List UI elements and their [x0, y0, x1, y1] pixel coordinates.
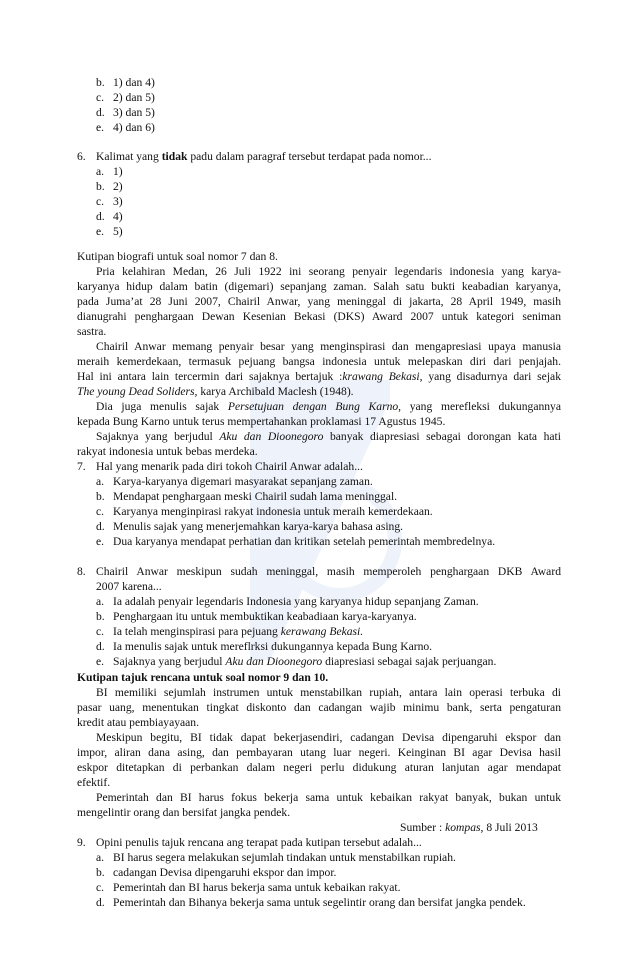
bio-p2-line-1: Chairil Anwar memang penyair besar yang menginspirasi dan mengapresiasi upaya manusia	[96, 340, 561, 353]
q8-option-a-mark: a.	[96, 595, 105, 608]
q7-option-d-mark: d.	[96, 520, 105, 533]
q6-option-d-mark: d.	[96, 210, 105, 223]
q7-option-c-mark: c.	[96, 505, 105, 518]
q7-option-c-text: Karyanya menginpirasi rakyat indonesia untuk meraih kemerdekaan.	[113, 505, 433, 518]
q6-question: Kalimat yang tidak padu dalam paragraf tersebut terdapat pada nomor...	[96, 150, 432, 163]
tajuk-p1-line-3: kredit atau pembiayayaan.	[77, 716, 200, 729]
bio-p4-line-1: Sajaknya yang berjudul Aku dan Dioonegoro banyak diapresiasi sebagai dorongan kata hati	[96, 430, 561, 443]
q8-option-b-mark: b.	[96, 610, 105, 623]
bio-p2-line-2: meraih kemerdekaan, termasuk pejuang bangsa indonesia untuk melepaskan diri dari penjajah.	[77, 355, 561, 368]
q6-question-emphasis: tidak	[161, 150, 188, 163]
q8-option-a-text: Ia adalah penyair legendaris Indonesia yang karyanya hidup sepanjang Zaman.	[113, 595, 479, 608]
bio-p1-line-2: karyanya hidup dalam batin (digemari) sepanjang zaman. Salah satu bukti keabadian karyanya,	[77, 280, 561, 293]
q7-option-a-text: Karya-karyanya digemari masyarakat sepanjang zaman.	[113, 475, 373, 488]
q9-option-d-text: Pemerintah dan Bihanya bekerja sama untuk segelintir orang dan bersifat jangka pendek.	[113, 896, 526, 909]
q8-question-line-1: Chairil Anwar meskipun sudah meninggal, masih memperoleh penghargaan DKB Award	[96, 565, 561, 578]
tajuk-p3-line-2: mengelintir orang dan bersifat jangka pendek.	[77, 806, 291, 819]
q9-option-d-mark: d.	[96, 896, 105, 909]
q5-option-c-mark: c.	[96, 91, 105, 104]
tajuk-source: Sumber : kompas, 8 Juli 2013	[400, 821, 538, 834]
q8-option-d-text: Ia menulis sajak untuk mereflrksi dukungannya kepada Bung Karno.	[113, 640, 433, 653]
bio-p3-line-1: Dia juga menulis sajak Persetujuan dengan Bung Karno, yang merefleksi dukungannya	[96, 400, 561, 413]
q9-option-b-text: cadangan Devisa dipengaruhi ekspor dan impor.	[113, 866, 337, 879]
q9-option-c-mark: c.	[96, 881, 105, 894]
q7-option-b-mark: b.	[96, 490, 105, 503]
bio-p3-line-2: kepada Bung Karno untuk terus mempertahankan proklamasi 17 Agustus 1945.	[77, 415, 446, 428]
q9-number: 9.	[77, 836, 86, 849]
q6-option-b-text: 2)	[113, 180, 123, 193]
q5-option-e-text: 4) dan 6)	[113, 121, 155, 134]
q8-option-c-text: Ia telah menginspirasi para pejuang kerawang Bekasi.	[113, 625, 364, 638]
bio-heading: Kutipan biografi untuk soal nomor 7 dan 8.	[77, 250, 278, 263]
bio-p4-line-2: rakyat indonesia untuk bebas merdeka.	[77, 445, 258, 458]
q7-option-d-text: Menulis sajak yang menerjemahkan karya-karya bahasa asing.	[113, 520, 404, 533]
tajuk-p1-line-2: pasar uang, menentukan tingkat diskonto dan cadangan wajib minimu bank, serta pengaturan	[77, 701, 561, 714]
q6-option-e-mark: e.	[96, 225, 105, 238]
q8-option-e-mark: e.	[96, 655, 105, 668]
tajuk-p2-line-2: impor, aliran dana asing, dan pembayaran utang luar negeri. Keinginan BI agar Devisa hasil	[77, 746, 561, 759]
q5-option-d-mark: d.	[96, 106, 105, 119]
q7-option-a-mark: a.	[96, 475, 105, 488]
q6-option-b-mark: b.	[96, 180, 105, 193]
q7-question: Hal yang menarik pada diri tokoh Chairil Anwar adalah...	[96, 460, 363, 473]
q5-option-c-text: 2) dan 5)	[113, 91, 155, 104]
q8-number: 8.	[77, 565, 86, 578]
tajuk-p2-line-1: Meskipun begitu, BI tidak dapat bekerjasendiri, cadangan Devisa dipengaruhi ekspor dan	[96, 731, 561, 744]
q8-option-e-text: Sajaknya yang berjudul Aku dan Dioonegoro diapresiasi sebagai sajak perjuangan.	[113, 655, 497, 668]
q6-number: 6.	[77, 150, 86, 163]
q6-option-d-text: 4)	[113, 210, 123, 223]
q6-option-c-text: 3)	[113, 195, 123, 208]
q7-option-e-mark: e.	[96, 535, 105, 548]
tajuk-p3-line-1: Pemerintah dan BI harus fokus bekerja sama untuk kebaikan rakyat banyak, bukan untuk	[96, 791, 561, 804]
q9-option-c-text: Pemerintah dan BI harus bekerja sama untuk kebaikan rakyat.	[113, 881, 401, 894]
q7-option-e-text: Dua karyanya mendapat perhatian dan kritikan setelah pemerintah membredelnya.	[113, 535, 496, 548]
tajuk-p2-line-4: efektif.	[77, 776, 111, 789]
bio-p1-line-1: Pria kelahiran Medan, 26 Juli 1922 ini seorang penyair legendaris indonesia yang karya-	[96, 265, 561, 278]
tajuk-p2-line-3: eskpor ditetapkan di perbankan dalam negeri perlu didukung aturan lanjutan agar mendapat	[77, 761, 561, 774]
q8-option-c-mark: c.	[96, 625, 105, 638]
bio-p2-line-3: Hal ini antara lain tercermin dari sajaknya bertajuk :krawang Bekasi, yang disadurnya dari sejak	[77, 370, 561, 383]
q8-option-b-text: Penghargaan itu untuk membuktikan keabadiaan karya-karyanya.	[113, 610, 417, 623]
q5-option-b-mark: b.	[96, 76, 105, 89]
q9-option-a-text: BI harus segera melakukan sejumlah tindakan untuk menstabilkan rupiah.	[113, 851, 456, 864]
q7-number: 7.	[77, 460, 86, 473]
q5-option-b-text: 1) dan 4)	[113, 76, 155, 89]
q9-question: Opini penulis tajuk rencana ang terapat pada kutipan tersebut adalah...	[96, 836, 422, 849]
q5-option-d-text: 3) dan 5)	[113, 106, 155, 119]
bio-p2-line-4: The young Dead Soliders, karya Archibald Maclesh (1948).	[77, 385, 354, 398]
bio-p1-line-3: pada Juma’at 28 Juni 2007, Chairil Anwar, yang meninggal di jakarta, 28 April 1949, masih	[77, 295, 561, 308]
q6-option-a-text: 1)	[113, 165, 123, 178]
q8-question-line-2: 2007 karena...	[96, 580, 162, 593]
bio-p1-line-4: dianugrahi penghargaan Dewan Kesenian Bekasi (DKS) Award 2007 untuk kategori seniman	[77, 310, 561, 323]
q9-option-b-mark: b.	[96, 866, 105, 879]
bio-p1-line-5: sastra.	[77, 325, 107, 338]
tajuk-p1-line-1: BI memiliki sejumlah instrumen untuk menstabilkan rupiah, antara lain operasi terbuka di	[96, 686, 561, 699]
q6-option-c-mark: c.	[96, 195, 105, 208]
q8-option-d-mark: d.	[96, 640, 105, 653]
q6-option-e-text: 5)	[113, 225, 123, 238]
q9-option-a-mark: a.	[96, 851, 105, 864]
tajuk-heading: Kutipan tajuk rencana untuk soal nomor 9 dan 10.	[77, 671, 329, 684]
q7-option-b-text: Mendapat penghargaan meski Chairil sudah lama meninggal.	[113, 490, 398, 503]
q6-option-a-mark: a.	[96, 165, 105, 178]
q5-option-e-mark: e.	[96, 121, 105, 134]
